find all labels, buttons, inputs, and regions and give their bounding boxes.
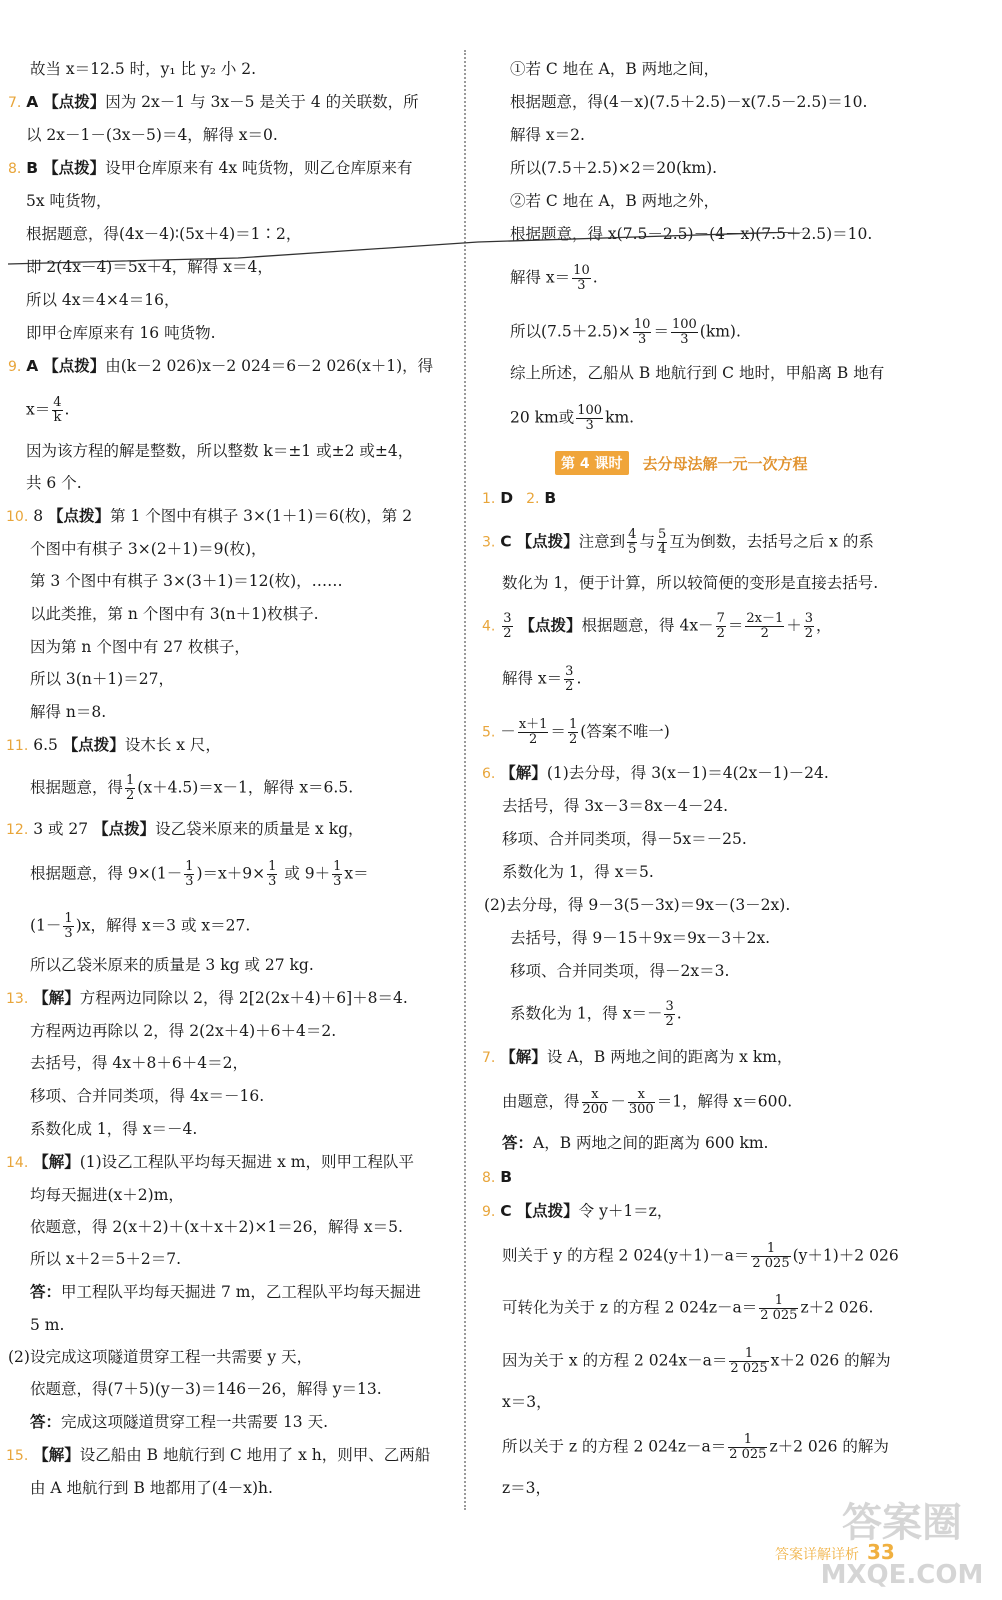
fraction [582,1088,609,1117]
lesson-title: 去分母法解一元一次方程 [642,454,808,473]
text: 设 A，B 两地之间的距离为 x km， [546,1048,793,1066]
numerator: 3 [804,611,814,626]
text-line: 共 6 个. [26,474,82,492]
page-number: 33 [867,1540,895,1564]
answer-letter: C [500,532,512,551]
question-number: 5. [482,724,496,741]
text: )x，解得 x＝3 或 x＝27. [75,916,251,935]
text: 由(k－2 026)x－2 024＝6－2 026(x＋1)，得 [105,357,434,375]
numerator: 1 [729,1347,768,1362]
pen-scribble-line [8,232,980,272]
answer-letter: B [26,159,39,177]
numerator: 1 [759,1294,798,1309]
formula-line [502,1242,899,1271]
text: (y＋1)＋2 026 [792,1246,899,1265]
denominator: 2 025 [730,1361,768,1376]
text: (1)设乙工程队平均每天掘进 x m，则甲工程队平 [79,1153,414,1171]
text-line: 以 2x－1－(3x－5)＝4，解得 x＝0. [26,126,278,144]
answer-letter: B [500,1168,513,1186]
fraction [664,1000,674,1029]
solution-tag: 【解】 [500,1048,547,1066]
formula-line [502,1088,792,1117]
lesson-badge: 第 4 课时 [555,451,629,475]
text: 根据题意，得 9× [30,864,151,883]
numerator: 3 [503,611,512,626]
fraction [728,1433,767,1462]
denominator: 3 [185,874,194,889]
question-3 [482,528,874,557]
answer-line [502,1132,768,1154]
fraction [633,318,652,347]
denominator: 2 [503,626,512,641]
question-number: 8. [8,161,22,177]
denominator: 2 [568,732,578,747]
question-number: 12. [6,822,29,838]
numerator: 1 [126,773,135,788]
denominator: 2 [665,1014,674,1029]
text-line: 依题意，得 2(x＋2)＋(x＋x＋2)×1＝26，解得 x＝5. [30,1218,403,1236]
denominator: 3 [64,926,73,941]
numerator: 10 [633,317,651,332]
formula-line: 解得 x＝ $\frac{10}{3}$ . [510,263,598,293]
text: 方程两边同除以 2，得 2[2(2x＋4)＋6]＋8＝4. [79,989,408,1007]
question-number: 6. [482,766,496,782]
question-number: 1. [482,491,496,507]
text: 根据题意，得 4x－ [581,616,714,635]
text-line: 根据题意，得(4x－4)∶(5x＋4)＝1∶2， [26,225,302,243]
text: 设甲仓库原来有 4x 吨货物，则乙仓库原来有 [105,159,413,177]
hint-tag: 【点拨】 [93,820,156,838]
text-line: 根据题意，得(4－x)(7.5＋2.5)－x(7.5－2.5)＝10. [510,93,868,111]
text: A，B 两地之间的距离为 600 km. [533,1134,769,1152]
solution-tag: 【解】 [33,1446,80,1464]
text-line: ②若 C 地在 A，B 两地之外， [510,192,720,210]
question-number: 7. [482,1050,496,1066]
text: ＝ [550,722,566,741]
question-number: 8. [482,1170,496,1186]
question-13 [6,987,408,1010]
text: － [610,1092,626,1111]
question-number: 9. [482,1204,496,1220]
text: 设乙袋米原来的质量是 x kg， [155,820,364,838]
fraction [332,860,342,889]
text-line: 由 A 地航行到 B 地都用了(4－x)h. [30,1479,273,1497]
formula-line [30,860,369,889]
lesson-header [555,451,808,475]
text: 互为倒数，去括号之后 x 的系 [669,532,874,551]
answer-letter: A [26,357,39,375]
text-line: 5x 吨货物， [26,192,112,210]
text-line: 移项、合并同类项，得 4x＝－16. [30,1087,265,1105]
text-line: 所以 3(n＋1)＝27， [30,670,174,688]
numerator: 1 [64,911,73,926]
answer-label: 答： [30,1283,62,1301]
numerator: 4 [53,395,62,410]
question-number: 15. [6,1448,29,1464]
text: 解得 x＝ [502,669,563,688]
text: 完成这项隧道贯穿工程一共需要 13 天. [61,1413,329,1431]
text: z＋2 026 的解为 [769,1437,889,1456]
question-4 [482,612,832,641]
fraction [716,612,726,641]
text: 根据题意，得 [30,778,124,797]
question-9 [8,355,433,378]
answer-value: 6.5 [33,736,58,754]
numerator: 7 [716,611,725,626]
fraction [729,1347,768,1376]
question-number: 2. [526,491,540,507]
text-line: 数化为 1，便于计算，所以较简便的变形是直接去括号. [502,574,879,592]
denominator: 300 [628,1102,654,1117]
solution-tag: 【解】 [33,989,80,1007]
formula-line: 解得 x＝ $\frac{3}{2}$ . [502,664,582,694]
text-line: 依题意，得(7＋5)(y－3)＝146－26，解得 y＝13. [30,1380,382,1398]
text: ＋ [786,616,802,635]
question-14 [6,1151,414,1174]
text: ＝ [727,616,744,635]
numerator: 1 [568,717,578,732]
denominator: 2 025 [760,1308,798,1323]
numerator: 5 [657,527,667,542]
text-line: 因为该方程的解是整数，所以整数 k＝±1 或±2 或±4， [26,442,414,460]
text-line: 所以(7.5＋2.5)×2＝20(km). [510,159,718,177]
text: 或 9＋ [284,864,331,883]
numerator: 2x－1 [746,611,784,626]
question-number: 3. [482,534,496,551]
text-line: 所以乙袋米原来的质量是 3 kg 或 27 kg. [30,956,314,974]
denominator: 4 [657,542,667,557]
denominator: 3 [638,332,647,347]
formula-line [510,318,741,347]
text: (答案不唯一) [580,722,670,741]
question-8 [8,157,413,180]
text-line: 解得 n＝8. [30,703,107,721]
text: 设木长 x 尺， [124,736,221,754]
question-number: 13. [6,991,29,1007]
fraction [267,860,277,889]
numerator: 1 [185,859,194,874]
text-line: z＝3， [502,1479,552,1497]
text: － [500,722,516,741]
denominator: 5 [628,542,637,557]
hint-tag: 【点拨】 [43,357,106,375]
question-1-2 [482,487,556,510]
text: 解得 x＝ [510,268,571,287]
text: 注意到 [578,532,626,551]
numerator: x＋1 [518,717,548,732]
text: 则关于 y 的方程 2 024(y＋1)－a＝ [502,1246,750,1265]
footer-label: 答案详解详析 [775,1547,859,1563]
text-line: 移项、合并同类项，得－5x＝－25. [502,830,747,848]
denominator: 2 [804,626,814,641]
text: 可转化为关于 z 的方程 2 024z－a＝ [502,1298,758,1317]
numerator: 100 [577,403,603,418]
text: 因为关于 x 的方程 2 024x－a＝ [502,1351,728,1370]
text: z＋2 026. [800,1298,874,1317]
hint-tag: 【点拨】 [516,532,579,551]
text-line: ①若 C 地在 A，B 两地之间， [510,60,720,78]
text-line: 均每天掘进(x＋2)m， [30,1186,184,1204]
text: x＝ [344,864,369,883]
question-10 [6,505,412,528]
denominator: 2 [716,626,725,641]
fraction [751,1242,790,1271]
text-line: 去括号，得 3x－3＝8x－4－24. [502,797,729,815]
answer-value: 8 [33,507,44,525]
answer-line [30,1281,421,1303]
denominator: 3 [577,278,586,293]
text-line: x＝3， [502,1393,552,1411]
text-line: 因为第 n 个图中有 27 枚棋子， [30,638,250,656]
text: ， [816,616,832,635]
text: x＝ [26,400,51,419]
answer-label: 答： [502,1134,534,1152]
answer-letter: B [544,489,557,507]
numerator: 1 [728,1433,767,1448]
watermark-url: MXQE.COM [820,1560,984,1590]
text: )＝x＋9× [196,864,266,883]
text: 由题意，得 [502,1092,580,1111]
hint-tag: 【点拨】 [519,616,582,635]
fraction [804,612,814,641]
fraction [568,718,578,747]
fraction [576,404,603,433]
denominator: 2 025 [729,1447,767,1462]
formula-line: 系数化为 1，得 x＝－ $\frac{3}{2}$ . [510,999,682,1029]
text: (km). [699,322,741,341]
denominator: 3 [333,874,342,889]
fraction [657,528,667,557]
text-line: 去括号，得 9－15＋9x＝9x－3＋2x. [510,929,771,947]
text: 设乙船由 B 地航行到 C 地用了 x h，则甲、乙两船 [79,1446,431,1464]
denominator: 3 [585,418,594,433]
text: 令 y＋1＝z， [578,1202,673,1220]
text-line: 方程两边再除以 2，得 2(2x＋4)＋6＋4＝2. [30,1022,337,1040]
answer-line [30,1411,328,1433]
watermark-logo [812,1488,992,1593]
denominator: 2 [565,679,574,694]
answer-letter: C [500,1202,512,1220]
formula-line [502,1347,891,1376]
numerator: 10 [573,263,590,278]
question-7 [8,91,419,114]
text-line: 即甲仓库原来有 16 吨货物. [26,324,216,342]
question-number: 7. [8,95,22,111]
text-line: 个图中有棋子 3×(2＋1)＝9(枚)， [30,540,267,558]
denominator: 200 [582,1102,608,1117]
hint-tag: 【点拨】 [62,736,125,754]
text: 所以关于 z 的方程 2 024z－a＝ [502,1437,727,1456]
denominator: 2 [126,788,135,803]
text-line: (2)去分母，得 9－3(5－3x)＝9x－(3－2x). [484,896,791,914]
text: 系数化为 1，得 x＝－ [510,1004,663,1023]
text-line: 系数化成 1，得 x＝－4. [30,1120,198,1138]
text: (1－ [150,864,183,883]
text-line: 第 3 个图中有棋子 3×(3＋1)＝12(枚)，…… [30,572,343,590]
text: (1)去分母，得 3(x－1)＝4(2x－1)－24. [546,764,829,782]
question-5 [482,718,670,747]
text: ＝ [653,322,669,341]
denominator: 2 [760,626,769,641]
answer-letter: D [500,489,514,507]
formula-line [502,1433,889,1462]
fraction [745,612,784,641]
text-line: 5 m. [30,1316,65,1334]
fraction [52,396,62,425]
question-8 [482,1166,512,1189]
formula-line [30,774,353,803]
hint-tag: 【点拨】 [43,159,106,177]
question-12 [6,818,364,841]
numerator: 100 [671,317,697,332]
text-line: 移项、合并同类项，得－2x＝3. [510,962,730,980]
denominator: 2 [528,732,538,747]
hint-tag: 【点拨】 [48,507,111,525]
numerator: 1 [268,859,277,874]
solution-tag: 【解】 [33,1153,80,1171]
answer-fraction [502,612,512,641]
text: (x＋4.5)＝x－1，解得 x＝6.5. [137,778,354,797]
numerator: 1 [751,1242,790,1257]
numerator: 3 [565,664,574,679]
question-number: 10. [6,509,29,525]
numerator: 1 [333,859,342,874]
question-number: 4. [482,618,496,635]
text: 第 1 个图中有棋子 3×(1＋1)＝6(枚)，第 2 [110,507,413,525]
denominator: 3 [680,332,689,347]
question-7 [482,1046,792,1069]
text: ＝1，解得 x＝600. [656,1092,793,1111]
text: 与 [639,532,655,551]
text-line: 解得 x＝2. [510,126,585,144]
formula-line: x＝ $\frac{4}{k}$ . [26,395,70,425]
question-number: 14. [6,1155,29,1171]
question-9 [482,1200,672,1223]
numerator: x [628,1088,655,1103]
fraction [518,718,549,747]
fraction [564,665,574,694]
text-line: 所以 4x＝4×4＝16， [26,291,180,309]
text: 因为 2x－1 与 3x－5 是关于 4 的关联数，所 [105,93,419,111]
formula-line [30,912,250,941]
answer-letter: A [26,93,39,111]
numerator: x [582,1088,609,1103]
text: km. [605,408,635,427]
denominator: 3 [268,874,277,889]
formula-line [502,1294,873,1323]
watermark-text: 答案圈 [842,1500,962,1546]
denominator: k [53,410,62,425]
text-line: 根据题意，得 x(7.5－2.5)－(4－x)(7.5＋2.5)＝10. [510,225,873,243]
text: (1－ [30,916,62,935]
text-line: 系数化为 1，得 x＝5. [502,863,654,881]
question-number: 11. [6,738,29,754]
question-number: 9. [8,359,22,375]
text-line: 去括号，得 4x＋8＋6＋4＝2， [30,1054,248,1072]
solution-tag: 【解】 [500,764,547,782]
question-11 [6,734,221,757]
text-line: 以此类推，第 n 个图中有 3(n＋1)枚棋子. [30,605,319,623]
question-15 [6,1444,430,1467]
fraction [627,528,637,557]
fraction [759,1294,798,1323]
fraction [628,1088,655,1117]
text-line: (2)设完成这项隧道贯穿工程一共需要 y 天， [8,1348,313,1366]
fraction [63,912,73,941]
text: x＋2 026 的解为 [770,1351,891,1370]
text: 所以(7.5＋2.5)× [510,322,631,341]
text: 20 km或 [510,408,575,427]
hint-tag: 【点拨】 [516,1202,579,1220]
numerator: 3 [665,999,674,1014]
fraction [184,860,194,889]
hint-tag: 【点拨】 [43,93,106,111]
answer-label: 答： [30,1413,62,1431]
fraction [125,774,135,803]
text-line: 综上所述，乙船从 B 地航行到 C 地时，甲船离 B 地有 [510,364,885,382]
text-line: 即 2(4x－4)＝5x＋4，解得 x＝4， [26,258,273,276]
question-6 [482,762,829,785]
answer-value: 3 或 27 [33,820,89,838]
text-line: 所以 x＋2＝5＋2＝7. [30,1250,182,1268]
text: 甲工程队平均每天掘进 7 m，乙工程队平均每天掘进 [61,1283,421,1301]
denominator: 2 025 [752,1256,790,1271]
numerator: 4 [628,527,637,542]
formula-line [510,404,634,433]
fraction [671,318,698,347]
text-line: 故当 x＝12.5 时，y₁ 比 y₂ 小 2. [30,60,257,78]
